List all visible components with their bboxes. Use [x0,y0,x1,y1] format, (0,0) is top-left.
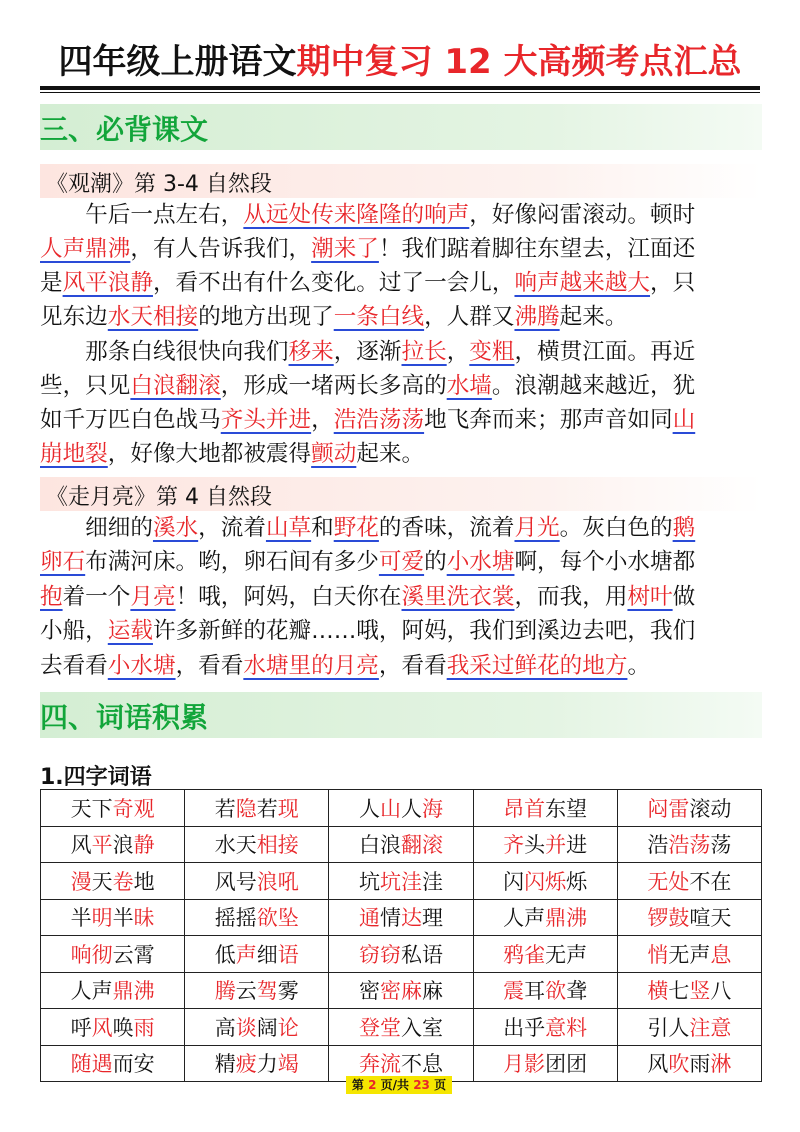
idiom-cell [473,936,617,973]
key-char: 鼎沸 [112,979,155,1004]
idiom-char: 坑 [358,869,380,894]
key-char: 风 [91,1015,113,1040]
text-line [40,511,762,545]
idiom-char: 低 [214,942,236,967]
key-char: 意料 [545,1015,588,1040]
text-segment: ，形成一堵两长多高的 [220,373,447,399]
key-char: 坑洼 [379,869,422,894]
idiom-char: 而安 [112,1052,155,1077]
text-segment: ，看看 [175,653,244,679]
table-row [41,899,762,936]
idiom-char: 人 [400,796,422,821]
key-char: 漫 [70,869,92,894]
idiom-char: 白浪 [358,833,401,858]
text-segment: ，逐渐 [333,339,402,365]
key-char: 浪吼 [256,869,299,894]
idiom-cell [617,936,761,973]
key-char: 登堂 [358,1015,401,1040]
idiom-char: 云霄 [112,942,155,967]
idiom-cell [185,826,329,863]
section-4-heading: 四、词语积累 [40,701,209,734]
idiom-cell [617,972,761,1009]
idiom-char: 精 [214,1052,236,1077]
words-heading: 1.四字词语 [40,765,152,790]
text-line [40,649,762,683]
idiom-char: 若 [214,796,236,821]
idiom-char: 云 [235,979,257,1004]
key-phrase: 抱 [40,584,63,610]
idiom-char: 细 [256,942,278,967]
idiom-char: 若 [256,796,278,821]
key-char: 震 [503,979,525,1004]
text-segment: 着一个 [62,584,131,610]
text-segment: ，看不出有什么变化。过了一会儿， [152,270,515,296]
text-segment: 。浪潮越来越近，犹 [491,373,696,399]
idiom-cell [41,899,185,936]
key-char: 窃窃 [358,942,401,967]
text-segment: 做 [672,584,696,610]
key-phrase: 变粗 [469,339,515,365]
idiom-cell [185,1009,329,1046]
idiom-char: 滚动 [689,796,732,821]
key-phrase: 溪水 [152,515,199,541]
idiom-cell [329,826,473,863]
idiom-char: 浩 [647,833,669,858]
idiom-cell [617,826,761,863]
key-char: 语 [277,942,299,967]
key-char: 雨 [133,1015,155,1040]
key-phrase: 可爱 [378,549,425,575]
text-line [40,403,762,437]
text-line [40,198,762,232]
key-char: 翻滚 [400,833,443,858]
key-char: 横 [647,979,669,1004]
idiom-char: 私语 [400,942,443,967]
idiom-char: 天 [91,869,113,894]
idiom-char: 密 [358,979,380,1004]
idiom-char: 七 [668,979,690,1004]
key-char: 密麻 [379,979,422,1004]
idiom-cell [185,936,329,973]
idiom-cell [473,790,617,827]
idiom-cell [41,972,185,1009]
text2-banner [40,477,762,511]
footer-total: 23 [413,1078,430,1092]
idiom-char: 风号 [214,869,257,894]
idiom-cell [473,826,617,863]
idiom-char: 水天 [214,833,257,858]
text-segment: ，而我，用 [514,584,628,610]
idiom-cell [617,1045,761,1082]
text-segment: ，横贯江面。再近 [514,339,696,365]
key-phrase: 移来 [288,339,334,365]
key-char: 鸦雀 [503,942,546,967]
text-segment: ， [446,339,470,365]
key-phrase: 浩浩荡荡 [333,407,425,433]
idiom-char: 人 [358,796,380,821]
key-phrase: 野花 [333,515,379,541]
idiom-char: 雨 [689,1052,711,1077]
key-char: 相接 [256,833,299,858]
idiom-char: 进 [566,833,588,858]
idiom-cell [185,790,329,827]
idiom-cell [41,1045,185,1082]
idiom-cell [41,826,185,863]
key-char: 闷雷 [647,796,690,821]
text-segment: 去看看 [40,653,108,679]
footer-page: 2 [368,1078,377,1092]
key-phrase: 一条白线 [333,304,425,330]
text1-banner [40,164,762,198]
key-phrase: 月亮 [130,584,176,610]
idiom-char: 不在 [689,869,732,894]
idiom-cell [617,863,761,900]
text-segment: 见东边 [40,304,108,330]
key-char: 隐 [235,796,257,821]
idiom-char: 团团 [545,1052,588,1077]
idiom-cell [329,863,473,900]
key-phrase: 水塘里的月亮 [243,653,379,679]
text-segment: 。 [627,653,651,679]
text-segment: 起来。 [356,441,425,467]
key-phrase: 崩地裂 [40,441,108,467]
text-segment: 的地方出现了 [198,304,334,330]
idiom-char: 摇摇 [214,906,257,931]
page-title [0,34,800,83]
key-char: 明 [91,906,113,931]
idiom-table [40,789,762,1082]
key-phrase: 白浪翻滚 [130,373,221,399]
key-char: 驾 [256,979,278,1004]
text-segment: 如千万匹白色战马 [40,407,221,433]
idiom-char: 人声 [503,906,546,931]
text-segment: 地飞奔而来；那声音如同 [424,407,673,433]
key-phrase: 山草 [265,515,312,541]
key-char: 声 [235,942,257,967]
section-3-heading: 三、必背课文 [40,113,209,146]
idiom-cell [617,790,761,827]
key-char: 欲 [545,979,567,1004]
key-char: 响彻 [70,942,113,967]
idiom-char: 力 [256,1052,278,1077]
idiom-char: 头 [524,833,546,858]
key-phrase: 溪里洗衣裳 [401,584,515,610]
key-char: 锣鼓 [647,906,690,931]
idiom-cell [41,936,185,973]
text-segment: 细细的 [40,515,153,541]
key-char: 齐 [503,833,525,858]
idiom-cell [473,1009,617,1046]
idiom-cell [329,972,473,1009]
text1-heading: 《观潮》第 3-4 自然段 [46,172,272,197]
key-phrase: 树叶 [627,584,673,610]
key-char: 月影 [503,1052,546,1077]
key-phrase: 齐头并进 [220,407,312,433]
key-char: 悄 [647,942,669,967]
idiom-char: 理 [421,906,443,931]
text-segment: ，流着 [198,515,266,541]
key-phrase: 鹅 [672,515,696,541]
idiom-char: 耳 [524,979,546,1004]
idiom-char: 唤 [112,1015,134,1040]
key-phrase: 风平浪静 [62,270,153,296]
text-line [40,580,762,614]
text-segment: ！哦，阿妈，白天你在 [175,584,402,610]
text-segment: ，人群又 [424,304,515,330]
idiom-char: 天下 [70,796,113,821]
key-phrase: 响声越来越大 [514,270,651,296]
idiom-cell [329,1009,473,1046]
key-phrase: 颤动 [311,441,357,467]
table-row [41,790,762,827]
key-phrase: 小水塘 [107,653,176,679]
text-segment: 午后一点左右， [40,202,244,228]
idiom-char: 半 [70,906,92,931]
key-phrase: 从远处传来隆隆的响声 [243,202,470,228]
table-row [41,863,762,900]
key-char: 平 [91,833,113,858]
text-segment: ， [311,407,334,433]
idiom-char: 地 [133,869,155,894]
section-4-banner [40,692,762,738]
key-char: 注意 [689,1015,732,1040]
idiom-char: 喧天 [689,906,732,931]
idiom-cell [41,1009,185,1046]
idiom-cell [185,1045,329,1082]
key-char: 海 [421,796,443,821]
idiom-char: 风 [70,833,92,858]
idiom-cell [41,863,185,900]
section-3-banner [40,104,762,150]
key-char: 欲坠 [256,906,299,931]
idiom-char: 入室 [400,1015,443,1040]
footer-pre: 第 [351,1078,369,1092]
key-phrase: 山 [672,407,696,433]
idiom-cell [185,863,329,900]
text-line [40,369,762,403]
text-segment: 和 [311,515,334,541]
key-char: 闪烁 [524,869,567,894]
idiom-cell [185,972,329,1009]
table-row [41,972,762,1009]
idiom-char: 东望 [545,796,588,821]
idiom-char: 洼 [421,869,443,894]
idiom-char: 麻 [421,979,443,1004]
text-line [40,232,762,266]
key-char: 息 [710,942,732,967]
key-phrase: 水天相接 [107,304,199,330]
key-char: 静 [133,833,155,858]
text2-heading: 《走月亮》第 4 自然段 [46,485,272,510]
idiom-char: 八 [710,979,732,1004]
key-phrase: 卵石 [40,549,86,575]
key-char: 鼎沸 [545,906,588,931]
key-char: 竭 [277,1052,299,1077]
text-line [40,545,762,579]
idiom-char: 引人 [647,1015,690,1040]
key-char: 山 [379,796,401,821]
key-char: 淋 [710,1052,732,1077]
idiom-char: 人声 [70,979,113,1004]
text-segment: ！我们踮着脚往东望去，江面还 [378,236,696,262]
idiom-char: 聋 [566,979,588,1004]
idiom-cell [329,790,473,827]
text-segment: 的香味，流着 [378,515,515,541]
key-char: 昧 [133,906,155,931]
key-phrase: 我采过鲜花的地方 [446,653,628,679]
idiom-char: 呼 [70,1015,92,1040]
key-char: 疲 [235,1052,257,1077]
idiom-char: 闪 [503,869,525,894]
key-char: 腾 [214,979,236,1004]
text-segment: ，好像闷雷滚动。顿时 [469,202,696,228]
key-char: 卷 [112,869,134,894]
text-segment: ，有人告诉我们， [130,236,312,262]
text-segment: 啊，每个小水塘都 [514,549,696,575]
key-char: 通 [358,906,380,931]
idiom-char: 风 [647,1052,669,1077]
idiom-char: 无声 [668,942,711,967]
idiom-cell [41,790,185,827]
text-segment: 的 [424,549,447,575]
idiom-char: 高 [214,1015,236,1040]
key-phrase: 月光 [514,515,560,541]
key-char: 无处 [647,869,690,894]
text-segment: 起来。 [559,304,628,330]
idiom-cell [473,1045,617,1082]
text-segment: ，好像大地都被震得 [107,441,312,467]
text-segment: 许多新鲜的花瓣……哦，阿妈，我们到溪边去吧，我们 [152,618,696,644]
key-phrase: 沸腾 [514,304,560,330]
text-segment: ，只 [650,270,696,296]
key-phrase: 水墙 [446,373,492,399]
text-segment: 些，只见 [40,373,131,399]
idiom-cell [473,972,617,1009]
idiom-char: 雾 [277,979,299,1004]
key-phrase: 潮来了 [311,236,379,262]
footer-post: 页 [429,1078,447,1092]
text-segment: 布满河床。哟，卵石间有多少 [85,549,379,575]
key-char: 论 [277,1015,299,1040]
key-char: 随遇 [70,1052,113,1077]
text-line [40,300,762,334]
table-row [41,936,762,973]
key-char: 昂首 [503,796,546,821]
idiom-cell [329,936,473,973]
idiom-char: 出乎 [503,1015,546,1040]
key-char: 达 [400,906,422,931]
key-char: 奔流 [358,1052,401,1077]
key-char: 吹 [668,1052,690,1077]
text-segment: ，看看 [378,653,447,679]
idiom-char: 阔 [256,1015,278,1040]
idiom-cell [617,899,761,936]
key-char: 谈 [235,1015,257,1040]
key-char: 竖 [689,979,711,1004]
key-phrase: 小水塘 [446,549,515,575]
table-row [41,826,762,863]
idiom-char: 情 [379,906,401,931]
idiom-cell [473,899,617,936]
idiom-char: 荡 [710,833,732,858]
idiom-char: 浪 [112,833,134,858]
title-red: 期中复习 12 大高频考点汇总 [296,42,742,82]
idiom-char: 不息 [400,1052,443,1077]
text-line [40,266,762,300]
key-phrase: 人声鼎沸 [40,236,131,262]
idiom-char: 半 [112,906,134,931]
key-phrase: 拉长 [401,339,447,365]
idiom-cell [473,863,617,900]
key-char: 奇观 [112,796,155,821]
key-char: 浩荡 [668,833,711,858]
idiom-cell [617,1009,761,1046]
idiom-cell [185,899,329,936]
key-char: 并 [545,833,567,858]
text-segment: 那条白线很快向我们 [40,339,289,365]
title-underline [40,86,760,93]
text-segment: 。灰白色的 [559,515,673,541]
key-char: 现 [277,796,299,821]
text-segment: 是 [40,270,63,296]
key-phrase: 运载 [107,618,153,644]
page-footer [346,1076,452,1094]
title-black: 四年级上册语文 [58,42,297,82]
idiom-cell [329,899,473,936]
idiom-char: 烁 [566,869,588,894]
idiom-char: 无声 [545,942,588,967]
table-row [41,1009,762,1046]
text-line [40,437,762,471]
text-segment: 小船， [40,618,108,644]
footer-mid: 页/共 [376,1078,414,1092]
text-line [40,614,762,648]
text-line [40,335,762,369]
